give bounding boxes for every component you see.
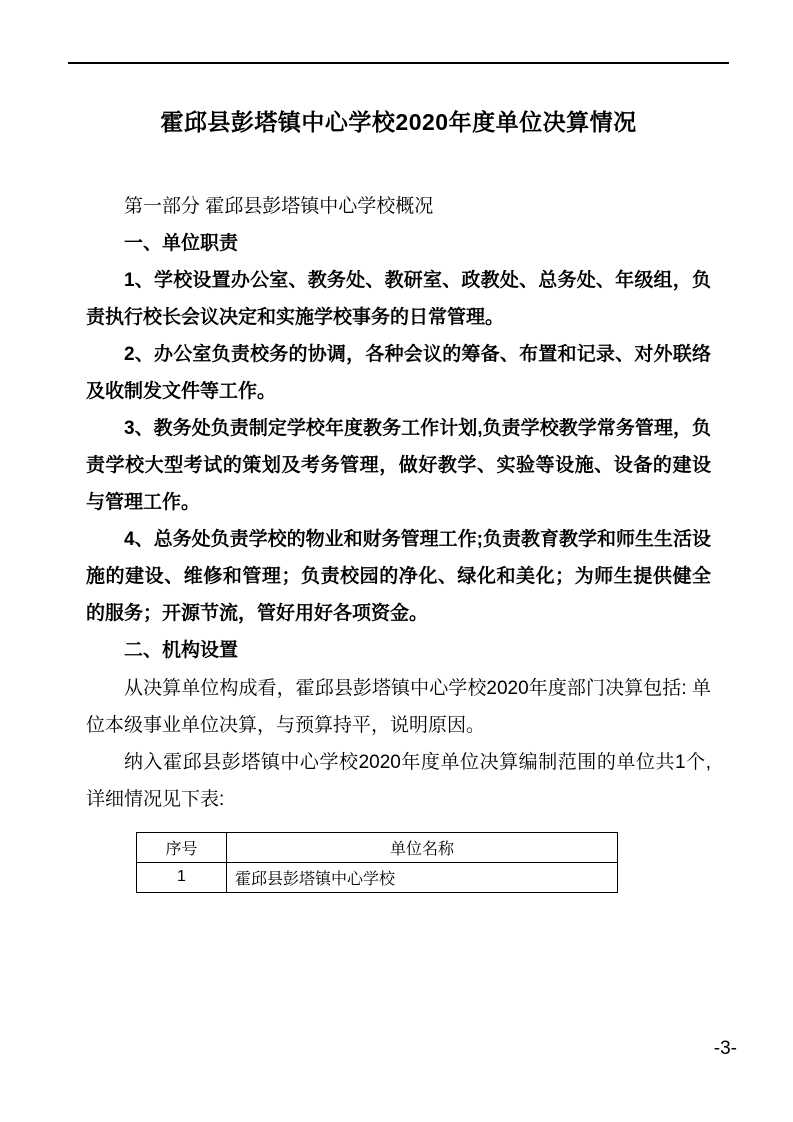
paragraph-duty-3: 3、教务处负责制定学校年度教务工作计划,负责学校教学常务管理，负责学校大型考试的策划及考务管理，做好教学、实验等设施、设备的建设与管理工作。 xyxy=(86,418,711,514)
paragraph-duty-1: 1、学校设置办公室、教务处、教研室、政教处、总务处、年级组，负责执行校长会议决定和实施学校事务的日常管理。 xyxy=(86,269,711,329)
paragraph-part-one-heading: 第一部分 霍邱县彭塔镇中心学校概况 xyxy=(124,195,434,217)
table-cell-unit-name: 霍邱县彭塔镇中心学校 xyxy=(227,862,618,892)
table-header-unit-name: 单位名称 xyxy=(227,832,618,862)
paragraph-structure-composition: 从决算单位构成看，霍邱县彭塔镇中心学校2020年度部门决算包括: 单位本级事业单位决算，与预算持平，说明原因。 xyxy=(86,677,711,736)
paragraph-section-structure-heading: 二、机构设置 xyxy=(124,640,239,662)
unit-table xyxy=(136,832,618,893)
paragraph-section-duties-heading: 一、单位职责 xyxy=(124,232,239,254)
document-title: 霍邱县彭塔镇中心学校2020年度单位决算情况 xyxy=(160,109,637,135)
paragraph-duty-4: 4、总务处负责学校的物业和财务管理工作;负责教育教学和师生生活设施的建设、维修和管理；负责校园的净化、绿化和美化；为师生提供健全的服务；开源节流，管好用好各项资金。 xyxy=(86,529,711,625)
paragraph-duty-2: 2、办公室负责校务的协调，各种会议的筹备、布置和记录、对外联络及收制发文件等工作。 xyxy=(86,344,711,403)
document-body xyxy=(86,188,711,818)
table-row xyxy=(137,862,618,892)
page-number: -3- xyxy=(713,1038,737,1059)
header-divider xyxy=(68,62,729,64)
unit-table-header-row xyxy=(137,832,618,862)
table-header-serial: 序号 xyxy=(137,832,227,862)
table-cell-serial: 1 xyxy=(137,862,227,892)
paragraph-structure-scope: 纳入霍邱县彭塔镇中心学校2020年度单位决算编制范围的单位共1个,详细情况见下表: xyxy=(86,751,711,810)
